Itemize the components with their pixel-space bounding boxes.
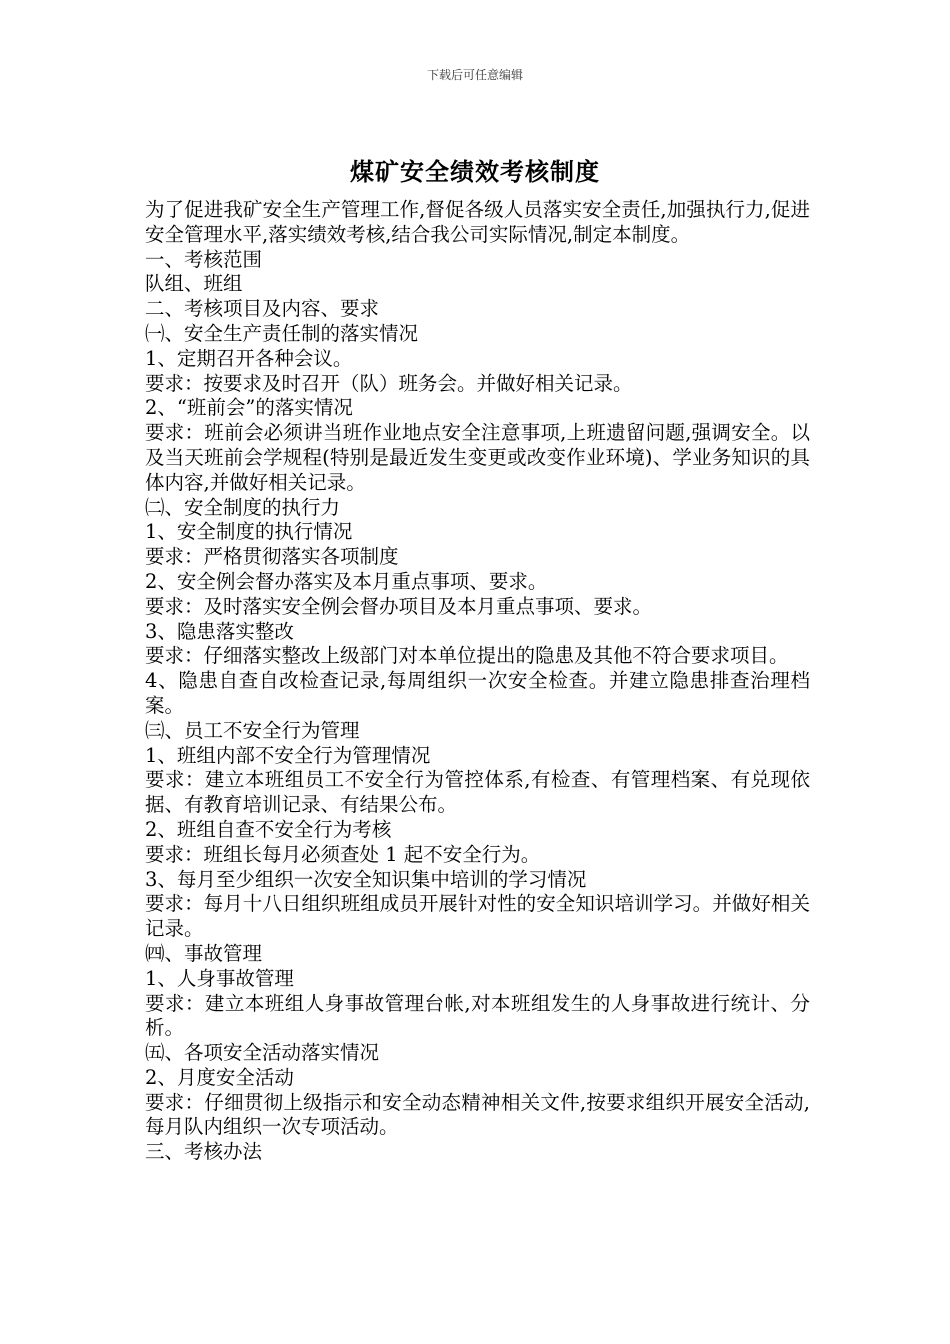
- requirement-text: 要求：按要求及时召开（队）班务会。并做好相关记录。: [145, 371, 633, 395]
- paragraph: 为了促进我矿安全生产管理工作,督促各级人员落实安全责任,加强执行力,促进安全管理水平,落实绩效考核,结合我公司实际情况,制定本制度。: [145, 198, 810, 246]
- requirement-text: 要求：及时落实安全例会督办项目及本月重点事项、要求。: [145, 594, 653, 618]
- list-item: 2、安全例会督办落实及本月重点事项、要求。: [145, 569, 548, 593]
- paragraph: 队组、班组: [145, 272, 243, 296]
- list-item: 1、人身事故管理: [145, 966, 294, 990]
- requirement-text: 要求：严格贯彻落实各项制度: [145, 545, 399, 569]
- list-item: 2、月度安全活动: [145, 1065, 294, 1089]
- header-note: 下载后可任意编辑: [426, 68, 523, 82]
- subsection-heading: ㈡、安全制度的执行力: [145, 495, 341, 519]
- section-heading: 二、考核项目及内容、要求: [145, 297, 380, 321]
- requirement-text: 要求：每月十八日组织班组成员开展针对性的安全知识培训学习。并做好相关记录。: [145, 892, 810, 941]
- list-item: 2、“班前会”的落实情况: [145, 396, 353, 420]
- list-item: 2、班组自查不安全行为考核: [145, 817, 392, 841]
- list-item: 1、安全制度的执行情况: [145, 520, 353, 544]
- document-title: 煤矿安全绩效考核制度: [350, 157, 600, 186]
- list-item: 4、隐患自查自改检查记录,每周组织一次安全检查。并建立隐患排查治理档案。: [145, 669, 810, 717]
- subsection-heading: ㈢、员工不安全行为管理: [145, 718, 360, 742]
- subsection-heading: ㈣、事故管理: [145, 941, 263, 965]
- subsection-heading: ㈤、各项安全活动落实情况: [145, 1041, 380, 1065]
- requirement-text: 要求：仔细贯彻上级指示和安全动态精神相关文件,按要求组织开展安全活动,每月队内组织一次专项活动。: [145, 1090, 810, 1139]
- subsection-heading: ㈠、安全生产责任制的落实情况: [145, 321, 419, 345]
- document-body: [145, 198, 810, 1165]
- requirement-text: 要求：仔细落实整改上级部门对本单位提出的隐患及其他不符合要求项目。: [145, 644, 789, 668]
- requirement-text: 要求：建立本班组员工不安全行为管控体系,有检查、有管理档案、有兑现依据、有教育培训记录、有结果公布。: [145, 768, 810, 817]
- requirement-text: 要求：班组长每月必须查处 1 起不安全行为。: [145, 842, 541, 866]
- list-item: 3、隐患落实整改: [145, 619, 294, 643]
- section-heading: 一、考核范围: [145, 247, 263, 271]
- list-item: 1、班组内部不安全行为管理情况: [145, 743, 431, 767]
- requirement-text: 要求：建立本班组人身事故管理台帐,对本班组发生的人身事故进行统计、分析。: [145, 991, 810, 1040]
- list-item: 1、定期召开各种会议。: [145, 346, 353, 370]
- list-item: 3、每月至少组织一次安全知识集中培训的学习情况: [145, 867, 587, 891]
- requirement-text: 要求：班前会必须讲当班作业地点安全注意事项,上班遗留问题,强调安全。以及当天班前会学规程(特别是最近发生变更或改变作业环境)、学业务知识的具体内容,并做好相关记录。: [145, 421, 810, 494]
- section-heading: 三、考核办法: [145, 1140, 263, 1164]
